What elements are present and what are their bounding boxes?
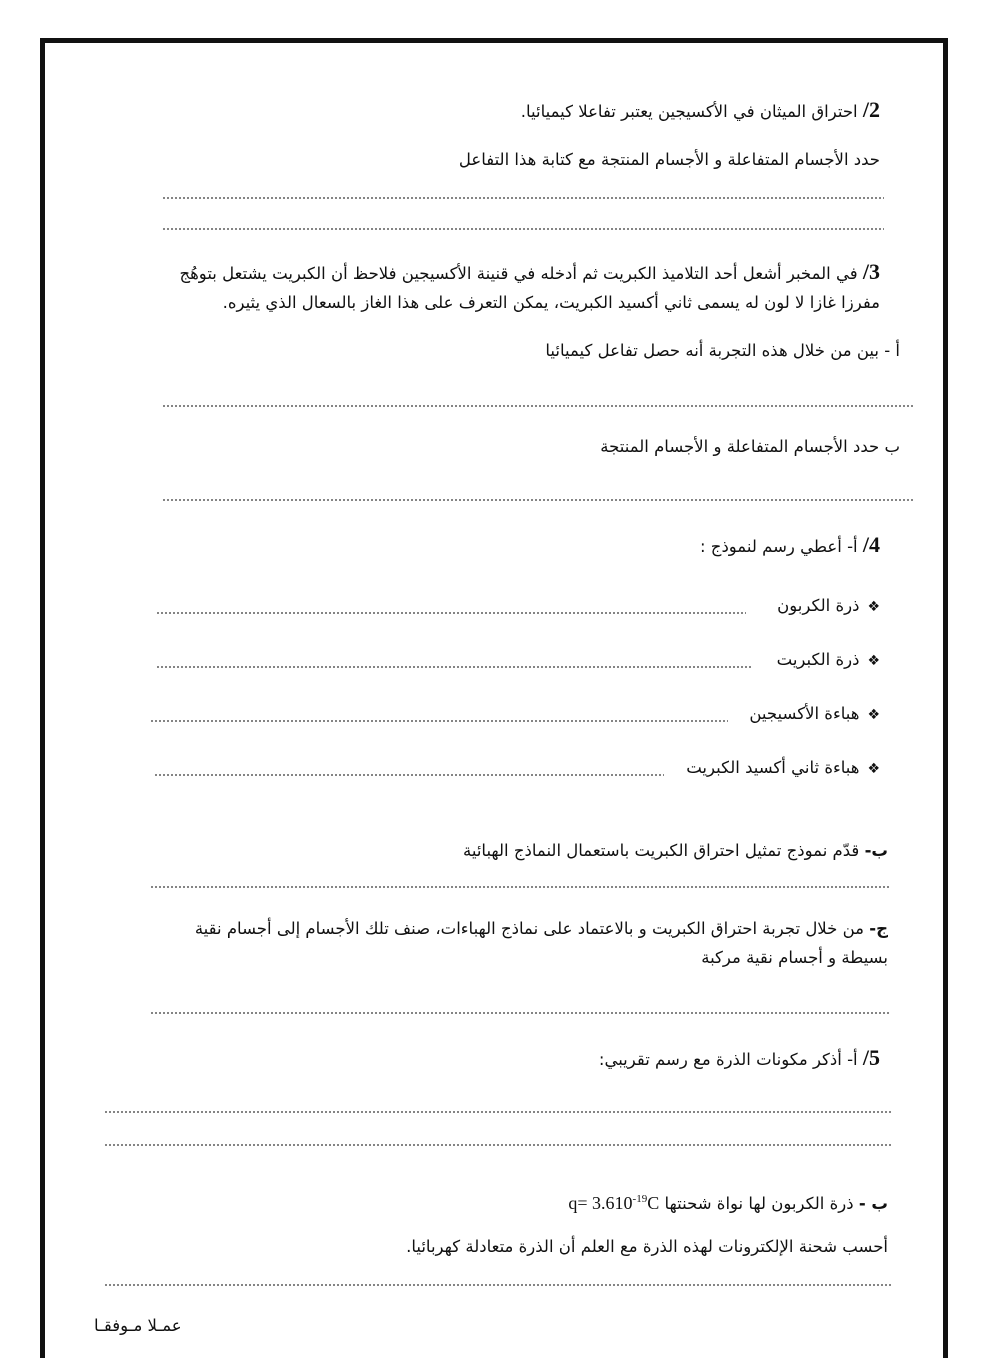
q4-part-c-line1: ج- من خلال تجربة احتراق الكبريت و بالاعتماد على نماذج الهباءات، صنف تلك الأجسام إلى أجسام نقية [194,919,888,938]
q3-part-b: ب حدد الأجسام المتفاعلة و الأجسام المنتجة [600,437,900,456]
q4-item: ❖ذرة الكربون [777,596,880,615]
q3-number: 3/ [862,259,880,284]
q2-statement: 2/ احتراق الميثان في الأكسيجين يعتبر تفاعلا كيميائيا. [520,97,880,122]
answer-line[interactable] [154,774,664,776]
q4-part-a-intro: 4/ أ- أعطي رسم لنموذج : [699,532,880,557]
q4-item: ❖هباءة الأكسيجين [749,704,880,723]
diamond-bullet-icon: ❖ [867,761,880,777]
q5-part-b: ب - ذرة الكربون لها نواة شحنتها $q= 3.610^{-19}C$ [568,1193,888,1213]
q2-number: 2/ [862,97,880,122]
diamond-bullet-icon: ❖ [867,599,880,615]
answer-line[interactable] [150,886,890,888]
diamond-bullet-icon: ❖ [867,707,880,723]
q3-part-a: أ - بين من خلال هذه التجربة أنه حصل تفاعل كيميائيا [545,341,900,360]
answer-line[interactable] [104,1144,892,1146]
answer-line[interactable] [104,1284,892,1286]
answer-line[interactable] [162,499,914,501]
answer-line[interactable] [162,197,884,199]
q4-item: ❖هباءة ثاني أكسيد الكبريت [686,758,880,777]
q5-task: أحسب شحنة الإلكترونات لهذه الذرة مع العلم أن الذرة متعادلة كهربائيا. [406,1237,888,1256]
q5-number: 5/ [862,1045,880,1070]
q4-part-b: ب- قدّم نموذج تمثيل احتراق الكبريت باستعمال النماذج الهبائية [463,841,888,860]
answer-line[interactable] [150,1012,890,1014]
q5-part-a: 5/ أ- أذكر مكونات الذرة مع رسم تقريبي: [598,1045,880,1070]
q3-line2: مفرزا غازا لا لون له يسمى ثاني أكسيد الكبريت، يمكن التعرف على هذا الغاز بالسعال الذي يثيره. [222,293,880,312]
q2-task: حدد الأجسام المتفاعلة و الأجسام المنتجة مع كتابة هذا التفاعل [458,150,880,169]
q4-item: ❖ذرة الكبريت [776,650,880,669]
answer-line[interactable] [162,405,914,407]
q4-part-c-line2: بسيطة و أجسام نقية مركبة [701,948,888,967]
charge-value: $q= 3.610^{-19}C$ [568,1193,660,1213]
q3-line1: 3/ في المخبر أشعل أحد التلاميذ الكبريت ثم أدخله في قنينة الأكسيجين فلاحظ أن الكبريت يشتعل بتوهُج [179,259,880,284]
page-border [40,38,948,1358]
q4-number: 4/ [862,532,880,557]
diamond-bullet-icon: ❖ [867,653,880,669]
answer-line[interactable] [156,612,746,614]
answer-line[interactable] [104,1111,892,1113]
answer-line[interactable] [150,720,728,722]
footer-good-luck: عمـلا مـوفقـا [94,1316,182,1335]
answer-line[interactable] [162,228,884,230]
answer-line[interactable] [156,666,752,668]
